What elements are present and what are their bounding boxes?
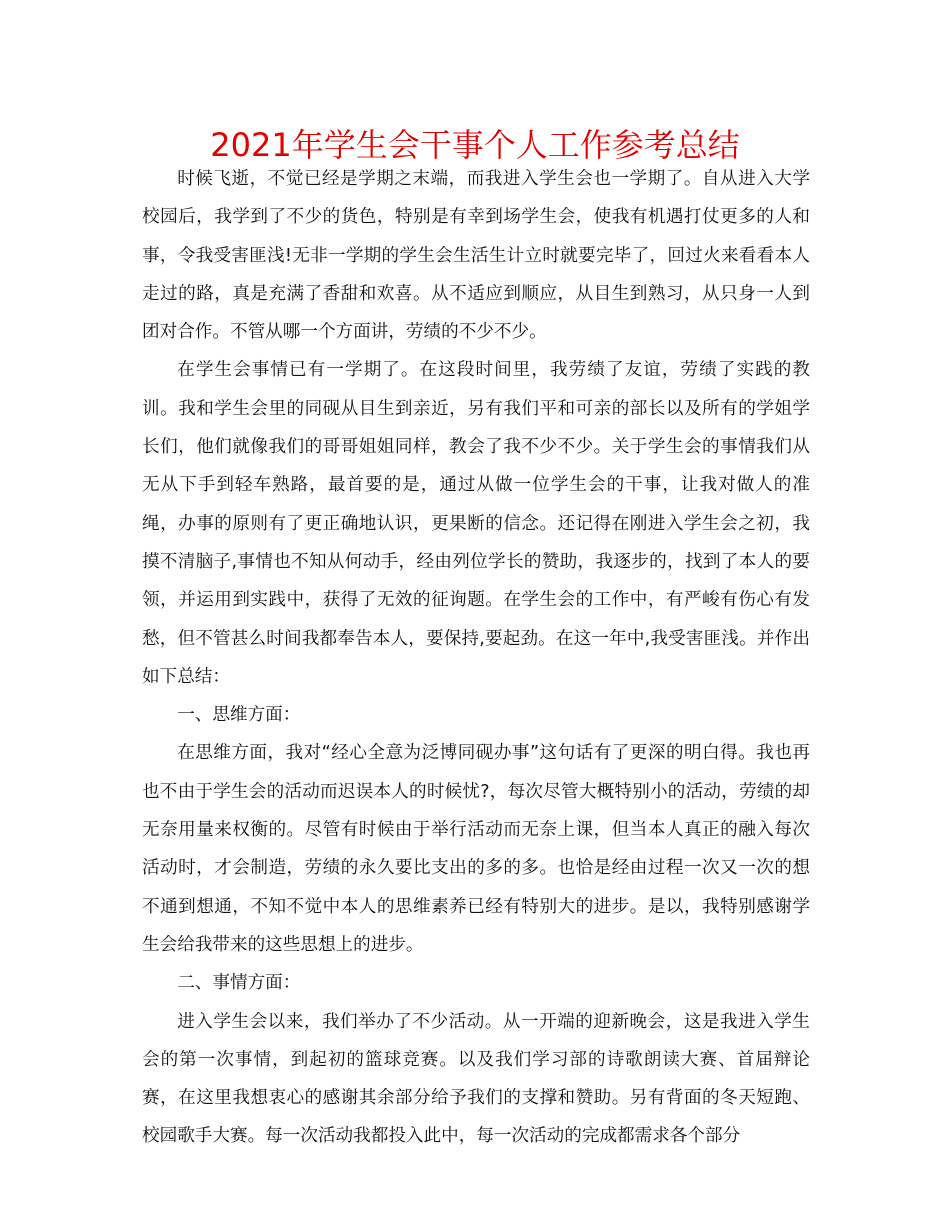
section-heading-thinking: 一、思维方面： — [177, 705, 301, 726]
paragraph-work: 进入学生会以来，我们举办了不少活动。从一开端的迎新晚会，这是我进入学生会的第一次事情，到起初的篮球竞赛。以及我们学习部的诗歌朗读大赛、首届辩论赛，在这里我想衷心的感谢其余部分给予我们的支撑和赞助。另有背面的冬天短跑、校园歌手大赛。每一次活动我都投入此中，每一次活动的完成都需求各个部分 — [142, 1011, 810, 1147]
paragraph-thinking: 在思维方面，我对“经心全意为泛博同砚办事”这句话有了更深的明白得。我也再也不由于学生会的活动而迟误本人的时候忧?，每次尽管大概特别小的活动，劳绩的却无奈用量来权衡的。尽管有时候由于举行活动而无奈上课，但当本人真正的融入每次活动时，才会制造，劳绩的永久要比支出的多的多。也恰是经由过程一次又一次的想不通到想通，不知不觉中本人的思维素养已经有特别大的进步。是以，我特别感谢学生会给我带来的这些思想上的进步。 — [142, 743, 810, 955]
document-body — [142, 160, 810, 1156]
document-title: 2021年学生会干事个人工作参考总结 — [210, 126, 740, 164]
section-heading-work: 二、事情方面： — [177, 973, 301, 994]
paragraph-experience: 在学生会事情已有一学期了。在这段时间里，我劳绩了友谊，劳绩了实践的教训。我和学生会里的同砚从目生到亲近，另有我们平和可亲的部长以及所有的学姐学长们，他们就像我们的哥哥姐姐同样，教会了我不少不少。关于学生会的事情我们从无从下手到轻车熟路，最首要的是，通过从做一位学生会的干事，让我对做人的准绳，办事的原则有了更正确地认识，更果断的信念。还记得在刚进入学生会之初，我摸不清脑子,事情也不知从何动手，经由列位学长的赞助，我逐步的，找到了本人的要领，并运用到实践中，获得了无效的征询题。在学生会的工作中，有严峻有伤心有发愁，但不管甚么时间我都奉告本人，要保持,要起劲。在这一年中,我受害匪浅。并作出如下总结： — [142, 360, 810, 687]
paragraph-intro: 时候飞逝，不觉已经是学期之末端，而我进入学生会也一学期了。自从进入大学校园后，我学到了不少的货色，特别是有幸到场学生会，使我有机遇打仗更多的人和事，令我受害匪浅!无非一学期的学生会生活生计立时就要完毕了，回过火来看看本人走过的路，真是充满了香甜和欢喜。从不适应到顺应，从目生到熟习，从只身一人到团对合作。不管从哪一个方面讲，劳绩的不少不少。 — [142, 169, 810, 343]
